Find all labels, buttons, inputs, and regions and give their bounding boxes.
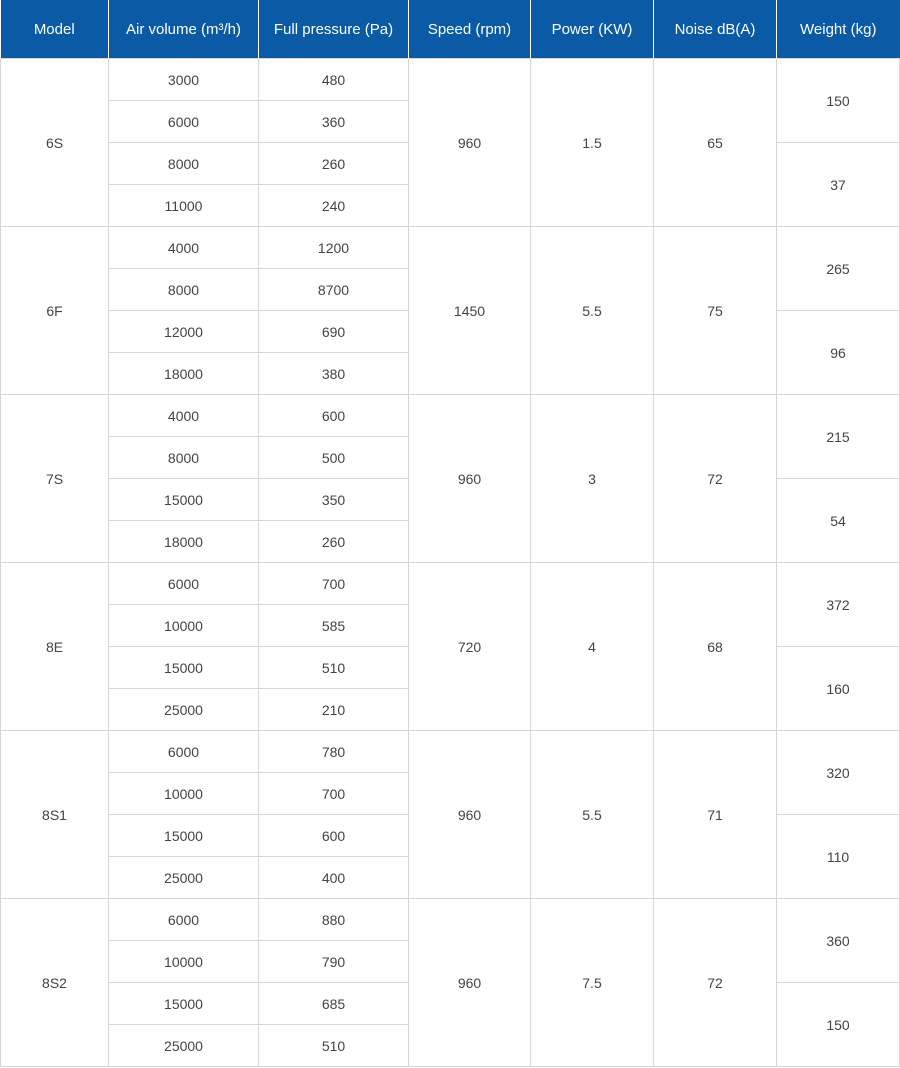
air-volume-cell: 15000: [109, 983, 259, 1025]
air-volume-cell: 25000: [109, 1025, 259, 1067]
air-volume-cell: 10000: [109, 605, 259, 647]
power-cell: 7.5: [531, 899, 654, 1067]
air-volume-cell: 6000: [109, 101, 259, 143]
full-pressure-cell: 585: [259, 605, 409, 647]
speed-cell: 960: [409, 731, 531, 899]
full-pressure-cell: 510: [259, 1025, 409, 1067]
air-volume-cell: 15000: [109, 815, 259, 857]
power-cell: 3: [531, 395, 654, 563]
weight-cell: 110: [777, 815, 900, 899]
air-volume-cell: 25000: [109, 857, 259, 899]
full-pressure-cell: 210: [259, 689, 409, 731]
noise-cell: 75: [654, 227, 777, 395]
air-volume-cell: 8000: [109, 143, 259, 185]
weight-cell: 37: [777, 143, 900, 227]
air-volume-cell: 10000: [109, 941, 259, 983]
model-cell: 6F: [1, 227, 109, 395]
air-volume-cell: 6000: [109, 563, 259, 605]
noise-cell: 72: [654, 395, 777, 563]
air-volume-cell: 6000: [109, 731, 259, 773]
table-row: [1, 899, 900, 941]
air-volume-cell: 8000: [109, 269, 259, 311]
noise-cell: 68: [654, 563, 777, 731]
weight-cell: 54: [777, 479, 900, 563]
model-cell: 8S1: [1, 731, 109, 899]
header-air-volume: Air volume (m³/h): [109, 0, 259, 59]
full-pressure-cell: 690: [259, 311, 409, 353]
header-noise: Noise dB(A): [654, 0, 777, 59]
full-pressure-cell: 240: [259, 185, 409, 227]
air-volume-cell: 18000: [109, 353, 259, 395]
header-weight: Weight (kg): [777, 0, 900, 59]
air-volume-cell: 12000: [109, 311, 259, 353]
air-volume-cell: 15000: [109, 479, 259, 521]
air-volume-cell: 6000: [109, 899, 259, 941]
full-pressure-cell: 790: [259, 941, 409, 983]
weight-cell: 215: [777, 395, 900, 479]
table-body: [1, 59, 900, 1067]
air-volume-cell: 18000: [109, 521, 259, 563]
model-cell: 7S: [1, 395, 109, 563]
full-pressure-cell: 1200: [259, 227, 409, 269]
air-volume-cell: 15000: [109, 647, 259, 689]
weight-cell: 360: [777, 899, 900, 983]
full-pressure-cell: 260: [259, 143, 409, 185]
power-cell: 1.5: [531, 59, 654, 227]
header-model: Model: [1, 0, 109, 59]
header-speed: Speed (rpm): [409, 0, 531, 59]
table-row: [1, 563, 900, 605]
full-pressure-cell: 480: [259, 59, 409, 101]
full-pressure-cell: 510: [259, 647, 409, 689]
full-pressure-cell: 700: [259, 773, 409, 815]
air-volume-cell: 4000: [109, 395, 259, 437]
table-row: [1, 731, 900, 773]
model-cell: 8E: [1, 563, 109, 731]
speed-cell: 960: [409, 59, 531, 227]
power-cell: 5.5: [531, 227, 654, 395]
power-cell: 5.5: [531, 731, 654, 899]
air-volume-cell: 10000: [109, 773, 259, 815]
full-pressure-cell: 360: [259, 101, 409, 143]
full-pressure-cell: 8700: [259, 269, 409, 311]
air-volume-cell: 11000: [109, 185, 259, 227]
full-pressure-cell: 500: [259, 437, 409, 479]
air-volume-cell: 3000: [109, 59, 259, 101]
full-pressure-cell: 780: [259, 731, 409, 773]
table-header: [1, 0, 900, 59]
noise-cell: 71: [654, 731, 777, 899]
full-pressure-cell: 880: [259, 899, 409, 941]
full-pressure-cell: 685: [259, 983, 409, 1025]
table-row: [1, 395, 900, 437]
header-power: Power (KW): [531, 0, 654, 59]
weight-cell: 96: [777, 311, 900, 395]
weight-cell: 160: [777, 647, 900, 731]
header-row: [1, 0, 900, 59]
air-volume-cell: 8000: [109, 437, 259, 479]
full-pressure-cell: 700: [259, 563, 409, 605]
model-cell: 8S2: [1, 899, 109, 1067]
speed-cell: 960: [409, 395, 531, 563]
table-row: [1, 227, 900, 269]
table-row: [1, 59, 900, 101]
full-pressure-cell: 600: [259, 395, 409, 437]
weight-cell: 150: [777, 59, 900, 143]
noise-cell: 72: [654, 899, 777, 1067]
weight-cell: 150: [777, 983, 900, 1067]
header-full-pressure: Full pressure (Pa): [259, 0, 409, 59]
full-pressure-cell: 600: [259, 815, 409, 857]
speed-cell: 1450: [409, 227, 531, 395]
air-volume-cell: 25000: [109, 689, 259, 731]
speed-cell: 720: [409, 563, 531, 731]
weight-cell: 265: [777, 227, 900, 311]
weight-cell: 372: [777, 563, 900, 647]
air-volume-cell: 4000: [109, 227, 259, 269]
noise-cell: 65: [654, 59, 777, 227]
weight-cell: 320: [777, 731, 900, 815]
full-pressure-cell: 260: [259, 521, 409, 563]
full-pressure-cell: 400: [259, 857, 409, 899]
speed-cell: 960: [409, 899, 531, 1067]
full-pressure-cell: 380: [259, 353, 409, 395]
power-cell: 4: [531, 563, 654, 731]
model-cell: 6S: [1, 59, 109, 227]
full-pressure-cell: 350: [259, 479, 409, 521]
